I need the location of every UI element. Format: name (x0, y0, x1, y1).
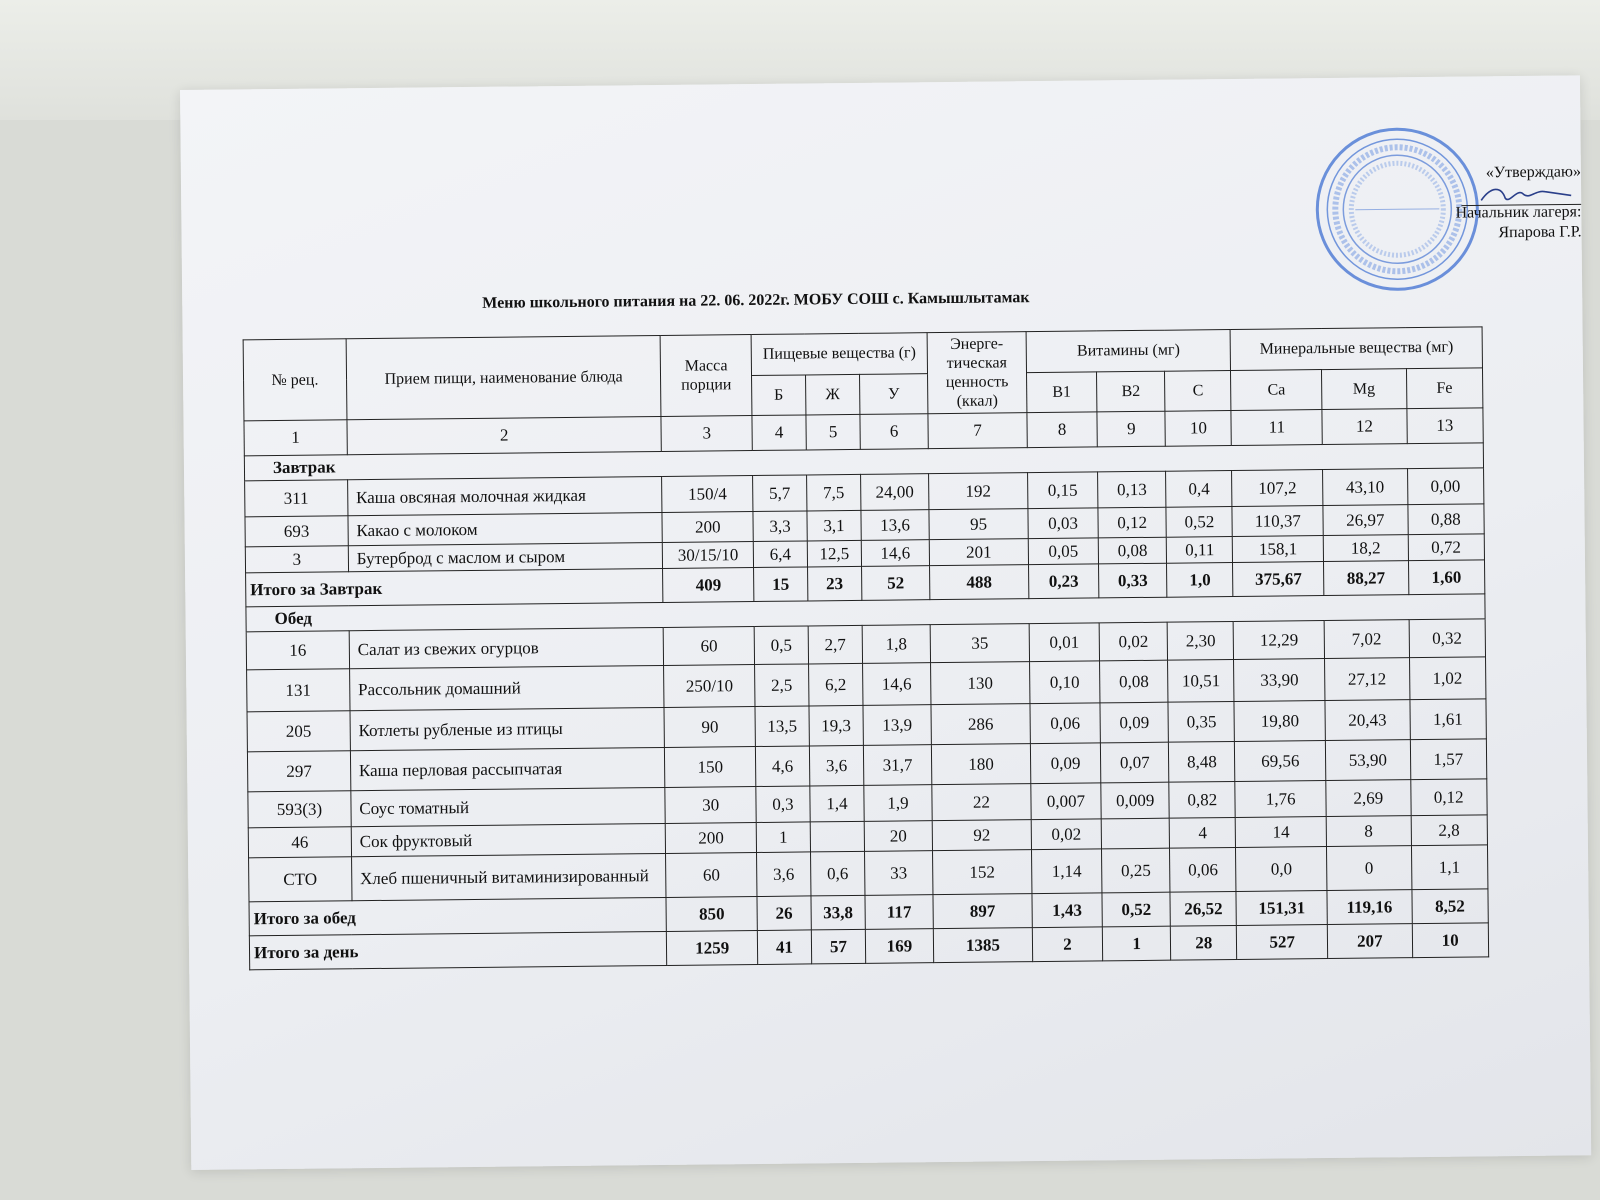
value-cell: 180 (931, 744, 1030, 785)
approval-heading: «Утверждаю» (1485, 163, 1582, 182)
value-cell: 0,88 (1407, 504, 1484, 535)
total-value-cell: 28 (1171, 925, 1238, 960)
column-number-cell: 3 (661, 416, 752, 452)
value-cell: 31,7 (863, 745, 932, 786)
dish-name-cell: Какао с молоком (348, 512, 663, 545)
value-cell: 0,05 (1028, 538, 1099, 565)
header-mg: Mg (1322, 368, 1407, 409)
total-value-cell: 15 (754, 567, 808, 602)
total-label: Итого за обед (249, 897, 667, 935)
value-cell: 0,32 (1409, 619, 1486, 658)
dish-name-cell: Хлеб пшеничный витаминизированный (351, 853, 666, 900)
value-cell: 1,4 (810, 785, 864, 822)
value-cell: 3 (245, 546, 348, 573)
total-label: Итого за день (249, 931, 667, 969)
total-value-cell: 488 (930, 565, 1029, 600)
value-cell: 0,08 (1100, 660, 1169, 703)
value-cell: 0,09 (1100, 702, 1169, 743)
section-title: Обед (246, 594, 1485, 632)
value-cell: 131 (247, 669, 350, 712)
menu-document (180, 75, 1591, 1170)
value-cell: 90 (664, 707, 755, 748)
total-value-cell: 2 (1032, 927, 1103, 962)
dish-name-cell: Рассольник домашний (349, 665, 664, 710)
value-cell: 13,9 (863, 705, 932, 746)
value-cell: 4,6 (755, 746, 809, 787)
value-cell: 22 (932, 784, 1031, 821)
column-number-cell: 1 (244, 420, 347, 456)
value-cell: 3,6 (757, 852, 811, 897)
column-number-cell: 11 (1231, 410, 1322, 446)
value-cell: 2,8 (1411, 815, 1488, 846)
value-cell: 13,5 (755, 706, 809, 747)
value-cell: 0,007 (1031, 783, 1102, 820)
total-value-cell: 52 (861, 566, 930, 601)
value-cell: 1,14 (1031, 849, 1102, 894)
total-value-cell: 1,0 (1167, 562, 1234, 597)
value-cell: 3,3 (753, 511, 807, 542)
value-cell: 27,12 (1325, 658, 1410, 701)
total-value-cell: 10 (1412, 923, 1489, 958)
value-cell: 1,1 (1411, 845, 1488, 890)
value-cell: 1,02 (1409, 657, 1486, 700)
total-value-cell: 8,52 (1411, 889, 1488, 924)
value-cell: 693 (245, 516, 348, 547)
value-cell: 0,5 (754, 626, 808, 665)
header-b: Б (752, 374, 806, 415)
value-cell (1101, 818, 1170, 849)
dish-name-cell: Каша овсяная молочная жидкая (347, 476, 662, 515)
value-cell: 0,0 (1236, 847, 1327, 892)
value-cell: 5,7 (753, 475, 807, 512)
header-u: У (859, 373, 928, 414)
total-value-cell: 375,67 (1233, 562, 1324, 597)
table-body (244, 408, 1489, 970)
value-cell: 0,35 (1168, 701, 1235, 742)
header-zh: Ж (805, 374, 859, 415)
value-cell: 0,02 (1099, 622, 1168, 661)
total-label: Итого за Завтрак (246, 568, 664, 606)
total-value-cell: 23 (807, 566, 861, 601)
value-cell: 0,00 (1407, 468, 1484, 505)
total-value-cell: 1,60 (1408, 560, 1485, 595)
total-value-cell: 57 (811, 929, 865, 964)
total-value-cell: 207 (1327, 924, 1412, 959)
value-cell: 0,6 (810, 851, 864, 896)
value-cell: 1,8 (862, 625, 931, 664)
value-cell: 1 (756, 822, 810, 853)
column-number-cell: 9 (1097, 411, 1166, 447)
value-cell: 200 (666, 823, 757, 854)
value-cell: 0,07 (1100, 742, 1169, 783)
header-mass: Масса порции (660, 335, 751, 417)
total-value-cell: 119,16 (1327, 890, 1412, 925)
value-cell: 14,6 (862, 663, 931, 706)
total-value-cell: 409 (663, 568, 754, 603)
value-cell: 20 (864, 821, 933, 852)
value-cell: 33 (864, 851, 933, 896)
value-cell: 0,3 (756, 786, 810, 823)
value-cell: 0 (1327, 846, 1412, 891)
value-cell: 0,02 (1031, 819, 1102, 850)
value-cell: 8,48 (1169, 741, 1236, 782)
value-cell: 10,51 (1168, 659, 1235, 702)
value-cell: 2,69 (1326, 780, 1411, 817)
value-cell: 14,6 (861, 540, 929, 567)
column-number-cell: 12 (1322, 409, 1407, 445)
total-value-cell: 850 (666, 897, 757, 932)
table-header (243, 327, 1483, 421)
value-cell: 0,03 (1028, 508, 1099, 539)
value-cell: 158,1 (1233, 536, 1324, 563)
value-cell: 33,90 (1234, 659, 1325, 702)
value-cell: 18,2 (1323, 535, 1408, 562)
dish-name-cell: Соус томатный (351, 787, 666, 826)
value-cell: 286 (931, 704, 1030, 745)
column-number-cell: 13 (1406, 408, 1483, 444)
header-vitamins: Витамины (мг) (1026, 330, 1231, 373)
value-cell: 7,5 (807, 474, 861, 511)
value-cell: 3,6 (809, 745, 863, 786)
value-cell: 95 (929, 509, 1028, 540)
value-cell: 0,52 (1166, 507, 1232, 538)
approval-position: Начальник лагеря: (1455, 203, 1582, 222)
value-cell: 250/10 (664, 665, 755, 708)
value-cell: 0,13 (1098, 471, 1167, 508)
value-cell: 0,72 (1408, 534, 1485, 561)
value-cell: 0,11 (1167, 537, 1233, 564)
total-value-cell: 0,33 (1099, 563, 1168, 598)
value-cell: 24,00 (860, 474, 929, 511)
total-value-cell: 41 (757, 930, 811, 965)
approval-person: Япарова Г.Р. (1498, 223, 1582, 242)
value-cell: 46 (248, 827, 351, 858)
value-cell: 2,30 (1167, 621, 1234, 660)
value-cell: 2,5 (755, 664, 809, 707)
value-cell: СТО (249, 857, 352, 902)
header-b1: В1 (1026, 371, 1097, 412)
value-cell: 311 (245, 480, 348, 517)
value-cell: 0,08 (1098, 537, 1166, 564)
value-cell: 3,1 (807, 510, 861, 541)
value-cell: 4 (1169, 817, 1235, 848)
value-cell: 0,25 (1102, 848, 1171, 893)
value-cell: 201 (929, 539, 1028, 566)
value-cell: 14 (1236, 817, 1327, 848)
value-cell: 43,10 (1323, 469, 1408, 506)
total-value-cell: 1 (1102, 926, 1171, 961)
value-cell: 13,6 (861, 510, 930, 541)
approval-block (1351, 163, 1582, 245)
value-cell: 110,37 (1232, 506, 1323, 537)
total-value-cell: 1,43 (1032, 893, 1103, 928)
value-cell: 150/4 (662, 476, 753, 513)
value-cell: 69,56 (1235, 741, 1326, 782)
value-cell: 35 (930, 624, 1029, 663)
total-value-cell: 0,52 (1102, 892, 1171, 927)
header-energy: Энерге-тическая ценность (ккал) (927, 332, 1027, 414)
value-cell: 19,3 (809, 705, 863, 746)
value-cell: 20,43 (1325, 700, 1410, 741)
dish-name-cell: Сок фруктовый (351, 823, 666, 856)
value-cell: 0,12 (1410, 779, 1487, 816)
header-num: № рец. (243, 339, 347, 421)
header-minerals: Минеральные вещества (мг) (1231, 327, 1483, 370)
value-cell: 0,06 (1030, 703, 1101, 744)
value-cell: 1,9 (864, 785, 933, 822)
value-cell: 0,15 (1027, 472, 1098, 509)
total-value-cell: 0,23 (1028, 564, 1099, 599)
value-cell: 92 (932, 820, 1031, 851)
value-cell: 0,06 (1170, 847, 1237, 892)
value-cell: 297 (247, 751, 350, 792)
signature (1351, 183, 1581, 205)
value-cell: 150 (665, 747, 756, 788)
total-value-cell: 1385 (933, 928, 1032, 963)
value-cell: 6,2 (808, 663, 862, 706)
value-cell: 0,82 (1169, 781, 1236, 818)
dish-name-cell: Бутерброд с маслом и сыром (348, 542, 663, 571)
value-cell: 60 (664, 627, 755, 666)
value-cell: 0,09 (1030, 743, 1101, 784)
total-value-cell: 117 (865, 895, 934, 930)
header-b2: В2 (1097, 371, 1166, 412)
value-cell: 192 (929, 473, 1028, 510)
total-value-cell: 527 (1237, 925, 1328, 960)
value-cell: 0,10 (1029, 661, 1100, 704)
dish-name-cell: Котлеты рубленые из птицы (350, 707, 665, 750)
total-value-cell: 33,8 (811, 895, 865, 930)
menu-table (243, 326, 1490, 970)
total-value-cell: 151,31 (1236, 891, 1327, 926)
column-number-cell: 2 (347, 416, 662, 454)
value-cell: 593(3) (248, 791, 351, 828)
value-cell: 0,009 (1101, 782, 1170, 819)
value-cell: 107,2 (1232, 470, 1323, 507)
value-cell: 12,29 (1234, 621, 1325, 660)
section-title: Завтрак (244, 443, 1483, 481)
header-name: Прием пищи, наименование блюда (346, 335, 661, 419)
value-cell (810, 821, 864, 852)
value-cell: 152 (933, 850, 1032, 895)
dish-name-cell: Каша перловая рассыпчатая (350, 747, 665, 790)
column-number-cell: 4 (752, 415, 806, 451)
value-cell: 200 (662, 512, 753, 543)
column-number-cell: 10 (1165, 411, 1232, 447)
value-cell: 0,4 (1166, 471, 1233, 508)
column-number-cell: 7 (928, 413, 1027, 449)
value-cell: 30/15/10 (663, 542, 754, 569)
value-cell: 2,7 (808, 625, 862, 664)
value-cell: 205 (247, 711, 350, 752)
column-number-cell: 5 (806, 414, 860, 450)
total-value-cell: 897 (933, 894, 1032, 929)
total-value-cell: 26,52 (1170, 891, 1237, 926)
column-number-cell: 6 (860, 414, 929, 450)
value-cell: 53,90 (1325, 740, 1410, 781)
value-cell: 60 (666, 853, 757, 898)
document-title: Меню школьного питания на 22. 06. 2022г. МОБУ СОШ с. Камышлытамак (482, 289, 1030, 312)
value-cell: 19,80 (1234, 701, 1325, 742)
value-cell: 1,57 (1410, 739, 1487, 780)
header-ca: Ca (1231, 369, 1322, 410)
total-value-cell: 169 (865, 929, 934, 964)
total-value-cell: 26 (757, 896, 811, 931)
column-number-cell: 8 (1027, 412, 1098, 448)
value-cell: 16 (246, 631, 349, 670)
value-cell: 0,01 (1029, 623, 1100, 662)
value-cell: 12,5 (807, 540, 861, 567)
value-cell: 8 (1326, 816, 1411, 847)
header-nutrients: Пищевые вещества (г) (751, 333, 928, 375)
total-value-cell: 88,27 (1324, 561, 1409, 596)
value-cell: 1,76 (1235, 781, 1326, 818)
dish-name-cell: Салат из свежих огурцов (349, 627, 664, 668)
value-cell: 0,12 (1098, 507, 1167, 538)
header-fe: Fe (1406, 367, 1483, 408)
value-cell: 1,61 (1409, 699, 1486, 740)
total-value-cell: 1259 (667, 931, 758, 966)
value-cell: 26,97 (1323, 505, 1408, 536)
value-cell: 30 (665, 787, 756, 824)
value-cell: 6,4 (753, 541, 807, 568)
value-cell: 7,02 (1324, 620, 1409, 659)
header-c: С (1165, 370, 1232, 411)
value-cell: 130 (931, 662, 1030, 705)
